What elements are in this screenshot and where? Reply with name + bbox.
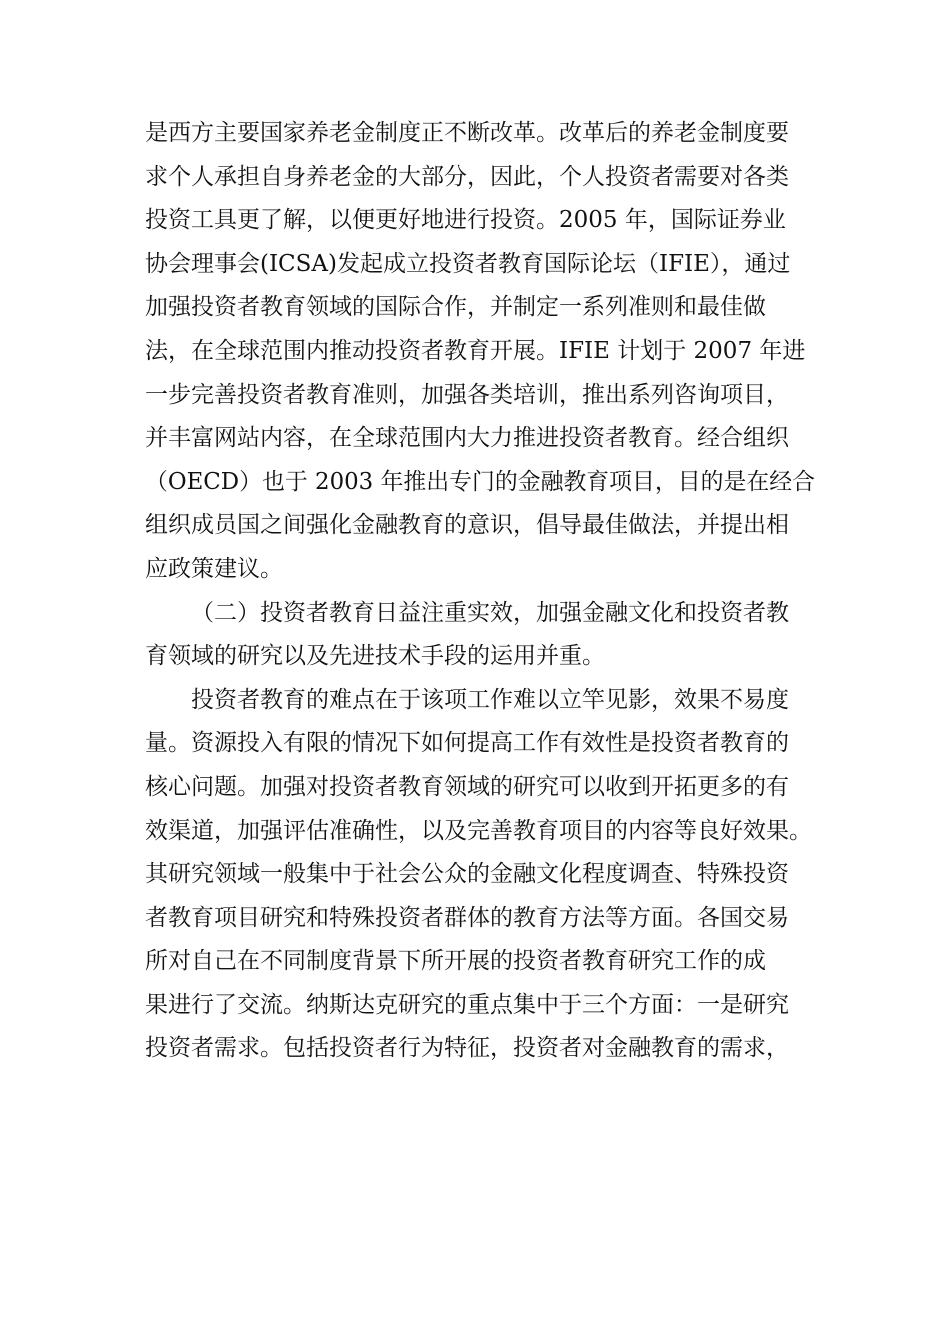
text-line: 投资者教育的难点在于该项工作难以立竿见影，效果不易度 — [191, 686, 789, 713]
text-line: （OECD）也于 2003 年推出专门的金融教育项目，目的是在经合 — [145, 468, 815, 495]
text-line: 是西方主要国家养老金制度正不断改革。改革后的养老金制度要 — [145, 120, 789, 146]
text-line: 核心问题。加强对投资者教育领域的研究可以收到开拓更多的有 — [145, 773, 789, 800]
body-text — [145, 112, 815, 1071]
text-line: 求个人承担自身养老金的大部分，因此，个人投资者需要对各类 — [145, 163, 789, 190]
text-line: （二）投资者教育日益注重实效，加强金融文化和投资者教 — [191, 599, 789, 626]
text-line: 量。资源投入有限的情况下如何提高工作有效性是投资者教育的 — [145, 730, 789, 757]
text-line: 投资者需求。包括投资者行为特征，投资者对金融教育的需求， — [145, 1035, 789, 1062]
text-line: 并丰富网站内容，在全球范围内大力推进投资者教育。经合组织 — [145, 425, 789, 452]
text-line: 果进行了交流。纳斯达克研究的重点集中于三个方面：一是研究 — [145, 991, 789, 1018]
text-line: 法，在全球范围内推动投资者教育开展。IFIE 计划于 2007 年进 — [145, 337, 806, 364]
text-line: 所对自己在不同制度背景下所开展的投资者教育研究工作的成 — [145, 948, 766, 975]
text-line: 加强投资者教育领域的国际合作，并制定一系列准则和最佳做 — [145, 294, 766, 321]
text-line: 一步完善投资者教育准则，加强各类培训，推出系列咨询项目， — [145, 381, 789, 408]
text-line: 者教育项目研究和特殊投资者群体的教育方法等方面。各国交易 — [145, 904, 789, 931]
text-line: 育领域的研究以及先进技术手段的运用并重。 — [145, 643, 605, 670]
text-line: 投资工具更了解，以便更好地进行投资。2005 年，国际证券业 — [145, 207, 786, 234]
text-line: 应政策建议。 — [145, 555, 283, 582]
text-line: 协会理事会(ICSA)发起成立投资者教育国际论坛（IFIE），通过 — [145, 250, 791, 277]
text-line: 其研究领域一般集中于社会公众的金融文化程度调查、特殊投资 — [145, 861, 789, 888]
text-line: 组织成员国之间强化金融教育的意识，倡导最佳做法，并提出相 — [145, 512, 789, 539]
text-line: 效渠道，加强评估准确性，以及完善教育项目的内容等良好效果。 — [145, 817, 812, 844]
